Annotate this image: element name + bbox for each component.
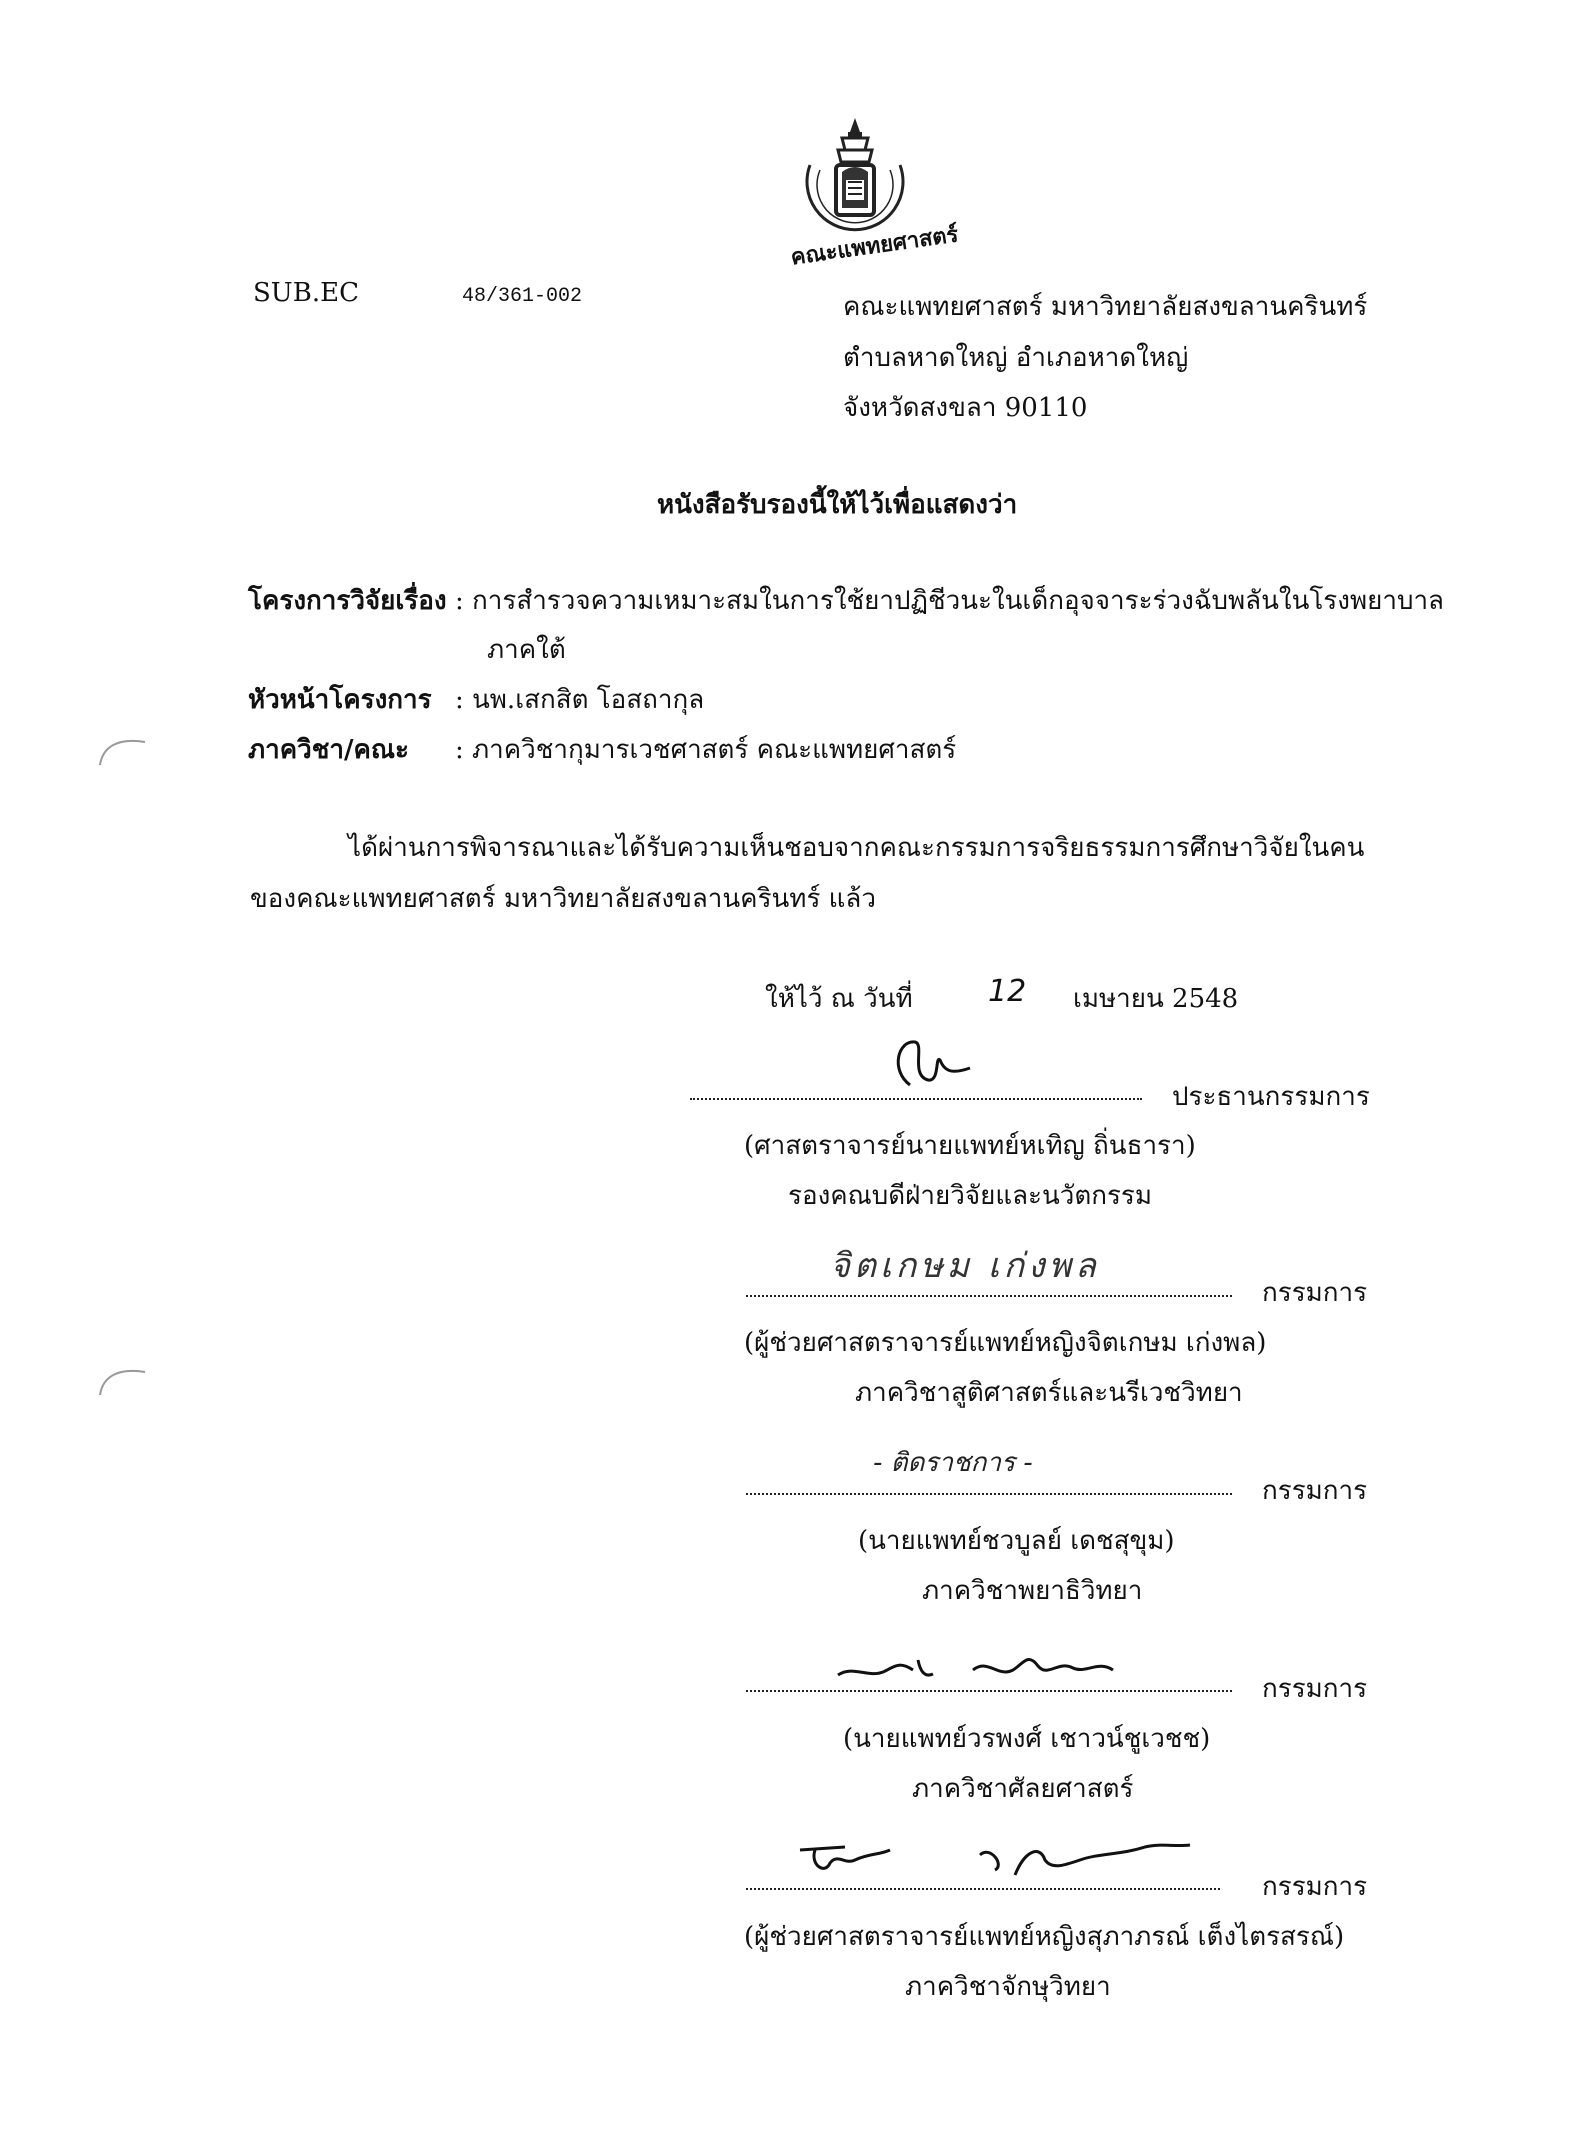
signature-line-4 [746,1690,1232,1692]
date-month-year: เมษายน 2548 [1073,984,1239,1014]
document-title: หนังสือรับรองนี้ให้ไว้เพื่อแสดงว่า [657,490,1018,520]
signatory-5-position: ภาควิชาจักษุวิทยา [905,1972,1111,2002]
date-day: 12 [988,974,1027,1009]
signatory-3-role: กรรมการ [1262,1476,1368,1506]
signatory-2-role: กรรมการ [1262,1278,1368,1308]
signatory-2-position: ภาควิชาสูติศาสตร์และนรีเวชวิทยา [855,1378,1243,1408]
address-line-3: จังหวัดสงขลา 90110 [843,393,1088,423]
signature-5 [790,1825,1210,1895]
signatory-4-name: (นายแพทย์วรพงศ์ เชาวน์ชูเวชช) [843,1724,1211,1754]
address-line-1: คณะแพทยศาสตร์ มหาวิทยาลัยสงขลานครินทร์ [843,292,1368,322]
body-line-2: ของคณะแพทยศาสตร์ มหาวิทยาลัยสงขลานครินทร์ แล้ว [250,884,876,914]
signature-line-5 [746,1888,1220,1890]
signatory-5-name: (ผู้ช่วยศาสตราจารย์แพทย์หญิงสุภาภรณ์ เต็งไตรสรณ์) [744,1922,1345,1952]
body-line-1: ได้ผ่านการพิจารณาและได้รับความเห็นชอบจากคณะกรรมการจริยธรรมการศึกษาวิจัยในคน [348,833,1365,863]
faculty-logo [770,110,960,271]
punch-hole-mark-bottom [95,1360,155,1400]
ref-number: 48/361-002 [462,285,583,308]
date-prefix: ให้ไว้ ณ วันที่ [765,984,913,1014]
signatory-1-position: รองคณบดีฝ่ายวิจัยและนวัตกรรม [788,1181,1153,1211]
signatory-1-name: (ศาสตราจารย์นายแพทย์หเทิญ ถิ่นธารา) [744,1131,1196,1161]
signature-2: จิตเกษม เก่งพล [830,1246,1100,1286]
dept-label: ภาควิชา/คณะ [248,735,409,765]
project-value-cont: ภาคใต้ [487,635,566,665]
logo-text: คณะแพทยศาสตร์ [789,222,960,271]
signature-line-1 [690,1098,1142,1100]
address-line-2: ตำบลหาดใหญ่ อำเภอหาดใหญ่ [843,343,1189,373]
signature-line-2 [746,1295,1232,1297]
signature-line-3 [746,1493,1232,1495]
signature-3-note: - ติดราชการ - [873,1448,1033,1478]
signatory-5-role: กรรมการ [1262,1872,1368,1902]
project-label: โครงการวิจัยเรื่อง [248,586,447,616]
signatory-1-role: ประธานกรรมการ [1172,1082,1370,1112]
signatory-4-position: ภาควิชาศัลยศาสตร์ [912,1774,1134,1804]
project-value: : การสำรวจความเหมาะสมในการใช้ยาปฏิชีวนะในเด็กอุจจาระร่วงฉับพลันในโรงพยาบาล [455,586,1444,616]
signatory-2-name: (ผู้ช่วยศาสตราจารย์แพทย์หญิงจิตเกษม เก่งพล) [744,1328,1267,1358]
signature-1 [880,1030,1000,1100]
signatory-3-position: ภาควิชาพยาธิวิทยา [922,1576,1143,1606]
dept-value: : ภาควิชากุมารเวชศาสตร์ คณะแพทยศาสตร์ [455,735,957,765]
leader-label: หัวหน้าโครงการ [248,685,432,715]
signatory-4-role: กรรมการ [1262,1674,1368,1704]
leader-value: : นพ.เสกสิต โอสถากุล [455,685,705,715]
ref-code: SUB.EC [253,278,359,308]
signatory-3-name: (นายแพทย์ชวบูลย์ เดชสุขุม) [858,1526,1175,1556]
punch-hole-mark-top [95,730,155,770]
